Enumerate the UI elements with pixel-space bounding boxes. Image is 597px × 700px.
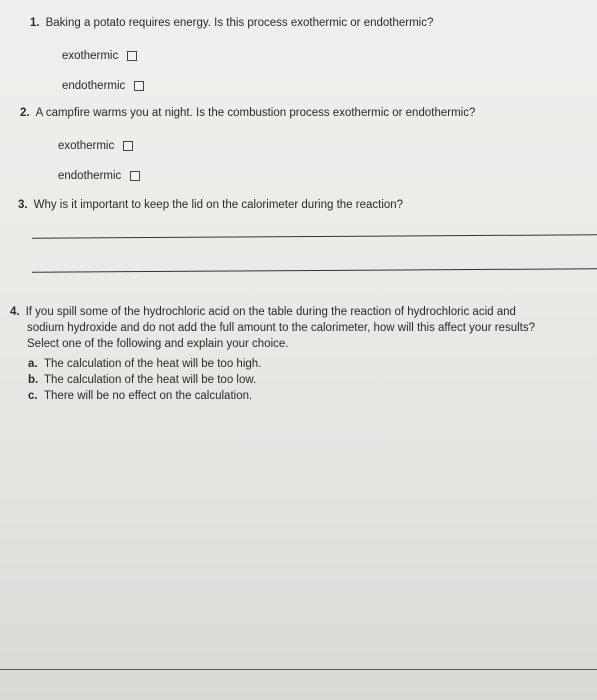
q2-exothermic-checkbox[interactable] — [123, 141, 133, 151]
q1-option-endothermic-label: endothermic — [62, 80, 126, 92]
q1-option-exothermic[interactable] — [62, 50, 137, 62]
q1-option-exothermic-label: exothermic — [62, 50, 119, 62]
q3-answer-line-1[interactable] — [32, 234, 597, 238]
q2-option-exothermic[interactable] — [58, 140, 133, 152]
question-3-number: 3. — [18, 199, 28, 211]
question-3 — [18, 197, 403, 213]
q1-endothermic-checkbox[interactable] — [134, 81, 144, 91]
q1-exothermic-checkbox[interactable] — [127, 51, 137, 61]
q4-choice-a — [28, 356, 261, 372]
question-4-number: 4. — [10, 306, 20, 318]
q4-choice-a-text: The calculation of the heat will be too high. — [44, 358, 262, 370]
question-2-text: A campfire warms you at night. Is the combustion process exothermic or endothermic? — [35, 107, 476, 119]
q2-option-exothermic-label: exothermic — [58, 140, 115, 152]
q4-choice-c — [28, 388, 252, 404]
q1-option-endothermic[interactable] — [62, 80, 144, 92]
question-2 — [20, 105, 475, 121]
question-4-line-2: sodium hydroxide and do not add the full amount to the calorimeter, how will this affect your results? — [27, 322, 535, 334]
q2-option-endothermic[interactable] — [58, 170, 140, 182]
q2-option-endothermic-label: endothermic — [58, 170, 122, 182]
q4-choice-b-letter: b. — [28, 374, 39, 386]
question-1-text: Baking a potato requires energy. Is this process exothermic or endothermic? — [45, 17, 434, 29]
q4-choice-a-letter: a. — [28, 358, 38, 370]
question-4-line-1: If you spill some of the hydrochloric acid on the table during the reaction of hydrochloric acid and — [25, 306, 516, 318]
q4-choice-c-letter: c. — [28, 390, 38, 402]
q4-answer-line[interactable] — [0, 669, 597, 670]
question-4 — [10, 304, 595, 352]
question-1 — [30, 15, 433, 31]
question-3-text: Why is it important to keep the lid on the calorimeter during the reaction? — [33, 199, 404, 211]
question-1-number: 1. — [30, 17, 40, 29]
question-4-line-3: Select one of the following and explain your choice. — [27, 338, 289, 350]
q4-choice-b-text: The calculation of the heat will be too low. — [44, 374, 257, 386]
q2-endothermic-checkbox[interactable] — [130, 171, 140, 181]
q4-choice-b — [28, 372, 256, 388]
q4-choice-c-text: There will be no effect on the calculation. — [44, 390, 253, 402]
question-2-number: 2. — [20, 107, 30, 119]
q3-answer-line-2[interactable] — [32, 268, 597, 272]
